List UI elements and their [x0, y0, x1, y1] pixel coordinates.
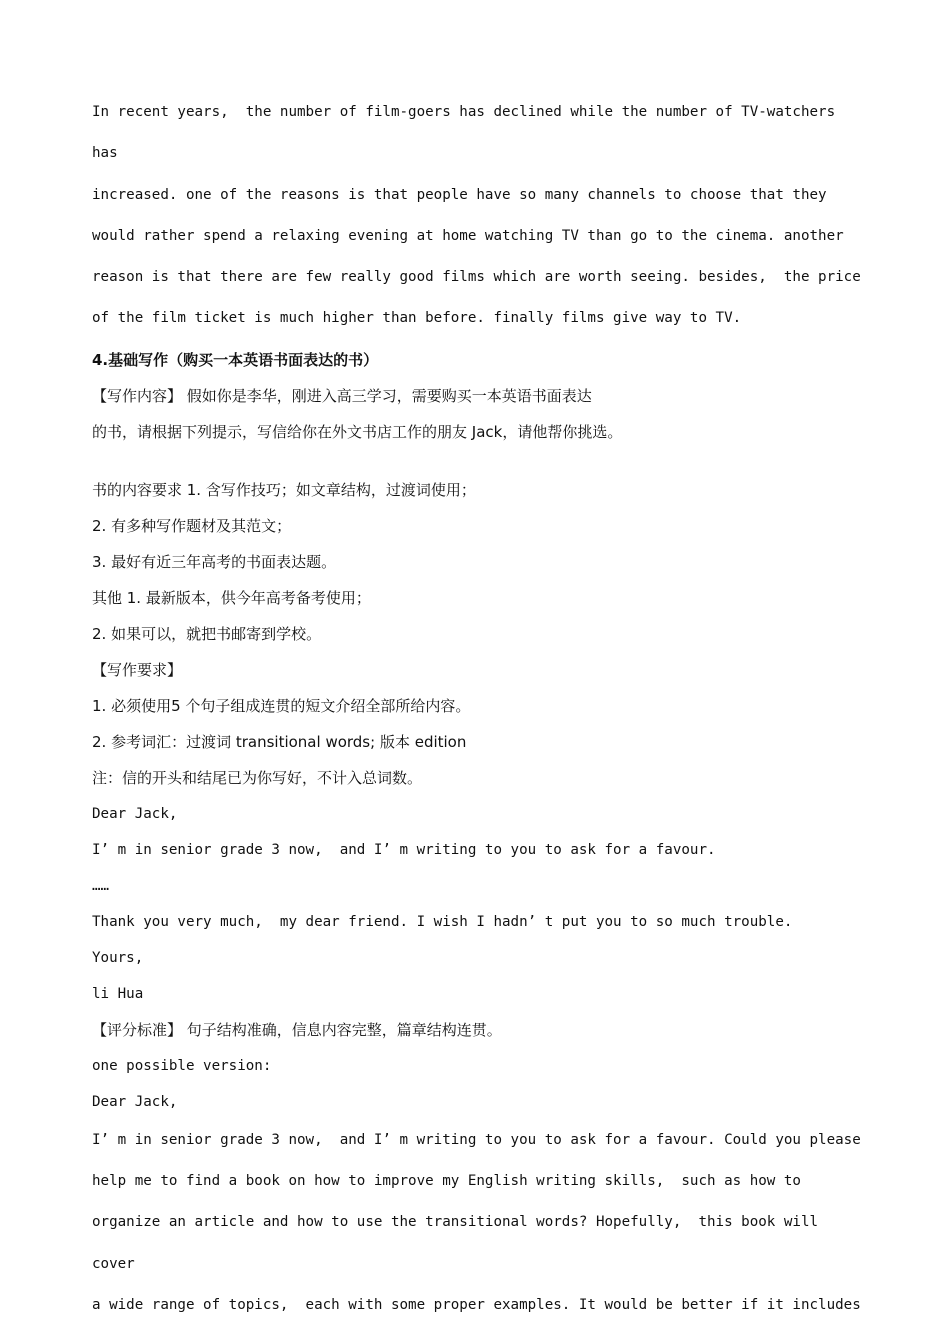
requirement-line: 2. 如果可以，就把书邮寄到学校。 [92, 624, 322, 643]
spacer [92, 450, 862, 472]
letter-signoff: Yours, [92, 949, 144, 966]
requirement-line: 3. 最好有近三年高考的书面表达题。 [92, 552, 337, 571]
letter-closing: Thank you very much, my dear friend. I wish I hadn’ t put you to so much trouble. [92, 913, 793, 930]
requirement-line: 书的内容要求 1. 含写作技巧；如文章结构，过渡词使用； [92, 480, 476, 499]
letter-ellipsis: …… [92, 877, 110, 894]
version-line: I’ m in senior grade 3 now, and I’ m writing to you to ask for a favour. Could you please [92, 1131, 861, 1148]
content-intro-line: 【写作内容】 假如你是李华，刚进入高三学习，需要购买一本英语书面表达 [92, 386, 592, 405]
passage-line: would rather spend a relaxing evening at home watching TV than go to the cinema. another [92, 227, 844, 244]
letter-signature: li Hua [92, 985, 144, 1002]
letter-greeting: Dear Jack, [92, 805, 178, 822]
letter-opening: I’ m in senior grade 3 now, and I’ m writing to you to ask for a favour. [92, 841, 716, 858]
passage-line: increased. one of the reasons is that people have so many channels to choose that they [92, 186, 827, 203]
version-line: a wide range of topics, each with some proper examples. It would be better if it includes [92, 1296, 861, 1313]
writing-requirement-line: 1. 必须使用5 个句子组成连贯的短文介绍全部所给内容。 [92, 696, 471, 715]
version-paragraph [92, 1120, 862, 1326]
passage-line: reason is that there are few really good films which are worth seeing. besides, the price [92, 269, 861, 286]
passage-line: In recent years, the number of film-goers has declined while the number of TV-watchers has [92, 104, 844, 162]
writing-requirement-line: 2. 参考词汇：过渡词 transitional words; 版本 edition [92, 732, 467, 751]
version-label: one possible version: [92, 1057, 272, 1074]
passage-paragraph [92, 92, 862, 340]
version-line: help me to find a book on how to improve my English writing skills, such as how to [92, 1173, 801, 1190]
section-title: 4.基础写作（购买一本英语书面表达的书） [92, 350, 379, 369]
writing-requirement-line: 注：信的开头和结尾已为你写好，不计入总词数。 [92, 768, 423, 787]
version-greeting: Dear Jack, [92, 1093, 178, 1110]
requirement-line: 2. 有多种写作题材及其范文； [92, 516, 292, 535]
version-line: organize an article and how to use the transitional words? Hopefully, this book will cover [92, 1214, 827, 1272]
document-page [92, 92, 862, 1326]
passage-line: of the film ticket is much higher than before. finally films give way to TV. [92, 310, 742, 327]
scoring-criteria: 【评分标准】 句子结构准确，信息内容完整，篇章结构连贯。 [92, 1020, 502, 1039]
requirement-line: 其他 1. 最新版本，供今年高考备考使用； [92, 588, 371, 607]
writing-requirements-title: 【写作要求】 [92, 660, 183, 679]
content-intro-line: 的书，请根据下列提示，写信给你在外文书店工作的朋友 Jack，请他帮你挑选。 [92, 422, 623, 441]
